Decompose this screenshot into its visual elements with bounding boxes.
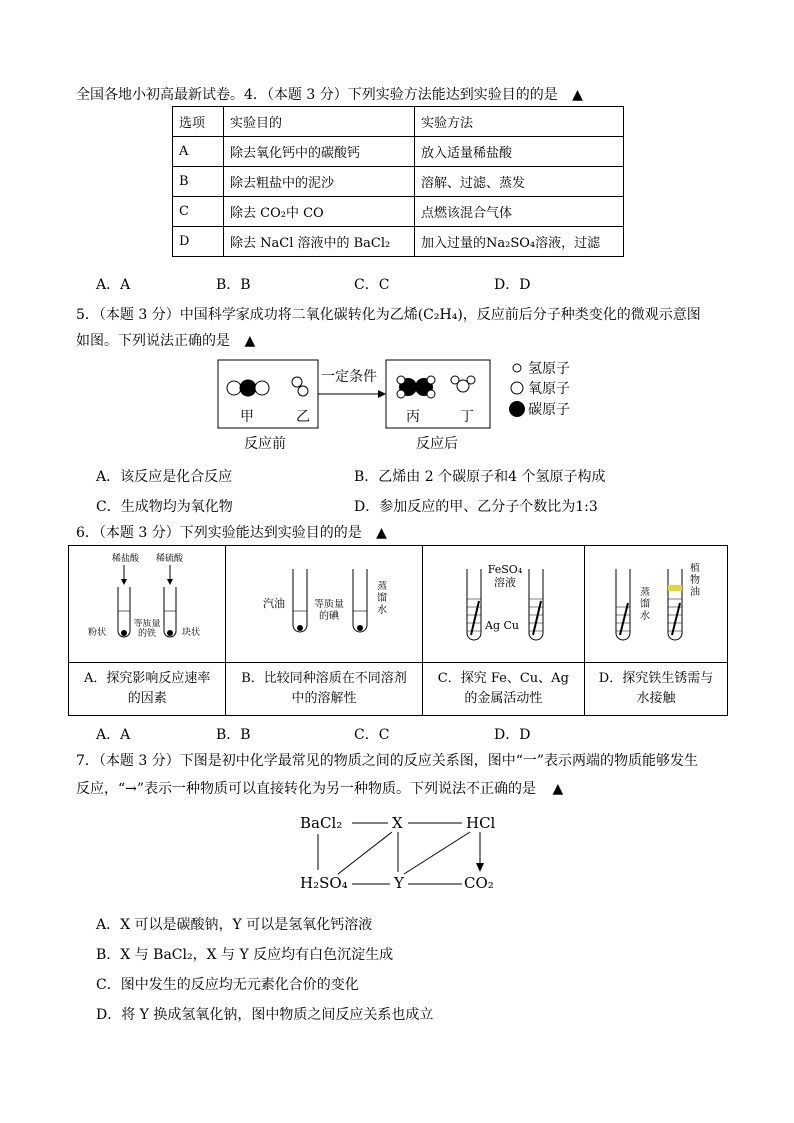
- caption-row: [69, 663, 728, 716]
- q7-option-a[interactable]: A．X 可以是碳酸钠，Y 可以是氢氧化钙溶液: [96, 917, 373, 933]
- header-cell: 选项: [173, 107, 224, 137]
- caption-b-line2: 中的溶解性: [291, 691, 357, 706]
- oxygen-atom-icon: [511, 382, 523, 394]
- q7-marker: ▲: [552, 781, 564, 797]
- table-cell: 溶解、过滤、蒸发: [415, 167, 624, 197]
- q5-option-b[interactable]: B．乙烯由 2 个碳原子和4 个氢原子构成: [354, 469, 606, 485]
- node-x: X: [392, 814, 403, 832]
- table-header-row: [173, 107, 624, 137]
- label-yi: 乙: [296, 409, 310, 425]
- table-cell: C: [173, 197, 224, 227]
- q5-option-c[interactable]: C．生成物均为氧化物: [96, 499, 233, 515]
- table-row: [173, 197, 624, 227]
- q4-table: [172, 106, 624, 257]
- caption-d-line1: D．探究铁生锈需与: [598, 671, 714, 686]
- q4-option-c[interactable]: C．C: [354, 277, 390, 293]
- table-cell: 除去粗盐中的泥沙: [224, 167, 415, 197]
- hydrogen-atom-icon: [513, 364, 521, 372]
- q7-stem-text: 反应，“→”表示一种物质可以直接转化为另一种物质。下列说法不正确的是: [76, 781, 537, 797]
- table-cell: 除去氧化钙中的碳酸钙: [224, 137, 415, 167]
- arrowhead-a1: [121, 579, 127, 585]
- header-cell: 实验目的: [224, 107, 415, 137]
- experiment-a-figure: [72, 547, 222, 657]
- carbon-atom-icon: [509, 401, 525, 417]
- reaction-diagram: [210, 356, 590, 456]
- q7-stem-line2: [76, 780, 563, 798]
- caption-before: 反应前: [244, 436, 286, 452]
- legend-oxygen: 氧原子: [528, 381, 570, 397]
- label-iron: 等质量的铁: [133, 619, 161, 639]
- caption-after: 反应后: [416, 436, 458, 452]
- node-co2: CO₂: [464, 874, 494, 892]
- q6-table: [68, 545, 728, 716]
- node-h2so4: H₂SO₄: [300, 874, 348, 892]
- arrowhead-a2: [167, 579, 173, 585]
- experiment-c-figure: [425, 547, 581, 657]
- q6-option-d[interactable]: D．D: [494, 727, 531, 743]
- label-hcl: 稀盐酸: [112, 554, 140, 564]
- h2-molecule: [292, 377, 308, 396]
- h2o-molecule: [451, 376, 475, 392]
- edge-y-hcl: [404, 832, 470, 874]
- node-y: Y: [394, 874, 404, 892]
- table-cell: 点燃该混合气体: [415, 197, 624, 227]
- table-cell: D: [173, 227, 224, 257]
- table-cell: A: [173, 137, 224, 167]
- caption-c: [422, 663, 584, 716]
- caption-c-line1: C．探究 Fe、Cu、Ag: [437, 671, 569, 686]
- q7-stem-line1: 7．（本题 3 分）下图是初中化学最常见的物质之间的反应关系图，图中“一”表示两端的物质能够发生: [76, 753, 699, 769]
- q4-option-a[interactable]: A．A: [96, 277, 131, 293]
- table-row: [173, 167, 624, 197]
- label-h2so4: 稀硫酸: [156, 554, 184, 564]
- label-jia: 甲: [240, 409, 254, 425]
- experiment-a-cell: [69, 546, 226, 663]
- oil-layer: [668, 585, 682, 591]
- q6-stem-text: 6．（本题 3 分）下列实验能达到实验目的的是: [76, 525, 362, 541]
- test-tube-1: [118, 587, 130, 637]
- label-vegetable-oil: 植物油: [690, 563, 700, 598]
- q4-stem: [76, 86, 583, 104]
- table-cell: B: [173, 167, 224, 197]
- q7-option-b[interactable]: B．X 与 BaCl₂，X 与 Y 反应均有白色沉淀生成: [96, 947, 394, 963]
- node-hcl: HCl: [466, 814, 496, 832]
- q5-stem-text: 如图。下列说法正确的是: [76, 333, 230, 349]
- relation-diagram: [290, 808, 510, 900]
- caption-d-line2: 水接触: [636, 691, 676, 706]
- caption-a: [69, 663, 226, 716]
- table-cell: 放入适量稀盐酸: [415, 137, 624, 167]
- legend-carbon: 碳原子: [528, 402, 570, 418]
- iron-nail-2: [672, 603, 680, 635]
- legend-hydrogen: 氢原子: [528, 361, 570, 377]
- label-lump: 块状: [182, 628, 201, 638]
- q4-stem-text: 全国各地小初高最新试卷。4．（本题 3 分）下列实验方法能达到实验目的的是: [76, 87, 558, 103]
- q5-marker: ▲: [244, 333, 256, 349]
- label-iodine: 等质量的碘: [314, 599, 345, 622]
- q5-stem-line2: [76, 332, 255, 350]
- test-tube-2: [164, 587, 176, 637]
- label-ag-cu: Ag Cu: [485, 619, 520, 632]
- experiment-b-cell: [226, 546, 422, 663]
- label-powder: 粉状: [88, 628, 107, 638]
- q6-stem: [76, 524, 387, 542]
- arrow-head: [378, 390, 386, 398]
- copper-strip: [533, 601, 541, 635]
- q4-option-d[interactable]: D．D: [494, 277, 531, 293]
- header-cell: 实验方法: [415, 107, 624, 137]
- q6-option-c[interactable]: C．C: [354, 727, 390, 743]
- silver-strip: [471, 601, 479, 635]
- q4-marker: ▲: [572, 87, 583, 103]
- q5-stem-line1: 5．（本题 3 分）中国科学家成功将二氧化碳转化为乙烯(C₂H₄)，反应前后分子种类变化的微观示意图: [76, 307, 701, 323]
- table-cell: 除去 NaCl 溶液中的 BaCl₂: [224, 227, 415, 257]
- co2-molecule: [227, 380, 269, 397]
- caption-d: [585, 663, 728, 716]
- arrowhead-hcl-co2: [476, 863, 484, 872]
- c2h4-molecule: [397, 376, 435, 398]
- q7-option-d[interactable]: D．将 Y 换成氢氧化钠，图中物质之间反应关系也成立: [96, 1007, 434, 1023]
- iron-nail-1: [620, 603, 628, 635]
- caption-a-line1: A．探究影响反应速率: [84, 671, 211, 686]
- test-tube-4: [353, 569, 367, 632]
- test-tube-3: [293, 569, 307, 632]
- experiment-c-cell: [422, 546, 584, 663]
- q4-option-b[interactable]: B．B: [216, 277, 251, 293]
- image-row: [69, 546, 728, 663]
- experiment-d-cell: [585, 546, 728, 663]
- label-distilled-water: 蒸馏水: [377, 581, 388, 616]
- node-bacl2: BaCl₂: [300, 814, 343, 832]
- label-bing: 丙: [406, 409, 420, 425]
- table-cell: 加入过量的Na₂SO₄溶液，过滤: [415, 227, 624, 257]
- label-ding: 丁: [460, 409, 474, 425]
- caption-c-line2: 的金属活动性: [464, 691, 543, 706]
- table-row: [173, 137, 624, 167]
- table-row: [173, 227, 624, 257]
- q5-option-d[interactable]: D．参加反应的甲、乙分子个数比为1:3: [354, 499, 598, 515]
- q6-option-a[interactable]: A．A: [96, 727, 131, 743]
- caption-b: [226, 663, 422, 716]
- caption-b-line1: B．比较同种溶质在不同溶剂: [241, 671, 407, 686]
- q6-option-b[interactable]: B．B: [216, 727, 251, 743]
- q7-option-c[interactable]: C．图中发生的反应均无元素化合价的变化: [96, 977, 359, 993]
- caption-a-line2: 的因素: [127, 691, 167, 706]
- label-feso4: FeSO₄溶液: [488, 563, 523, 589]
- edge-h2so4-x: [338, 832, 392, 874]
- table-cell: 除去 CO₂中 CO: [224, 197, 415, 227]
- q5-option-a[interactable]: A．该反应是化合反应: [96, 469, 233, 485]
- label-water: 蒸馏水: [640, 587, 650, 622]
- reaction-condition: 一定条件: [321, 369, 377, 385]
- experiment-b-figure: [229, 547, 419, 657]
- experiment-d-figure: [586, 547, 726, 657]
- q6-marker: ▲: [376, 525, 387, 541]
- label-gasoline: 汽油: [263, 597, 286, 610]
